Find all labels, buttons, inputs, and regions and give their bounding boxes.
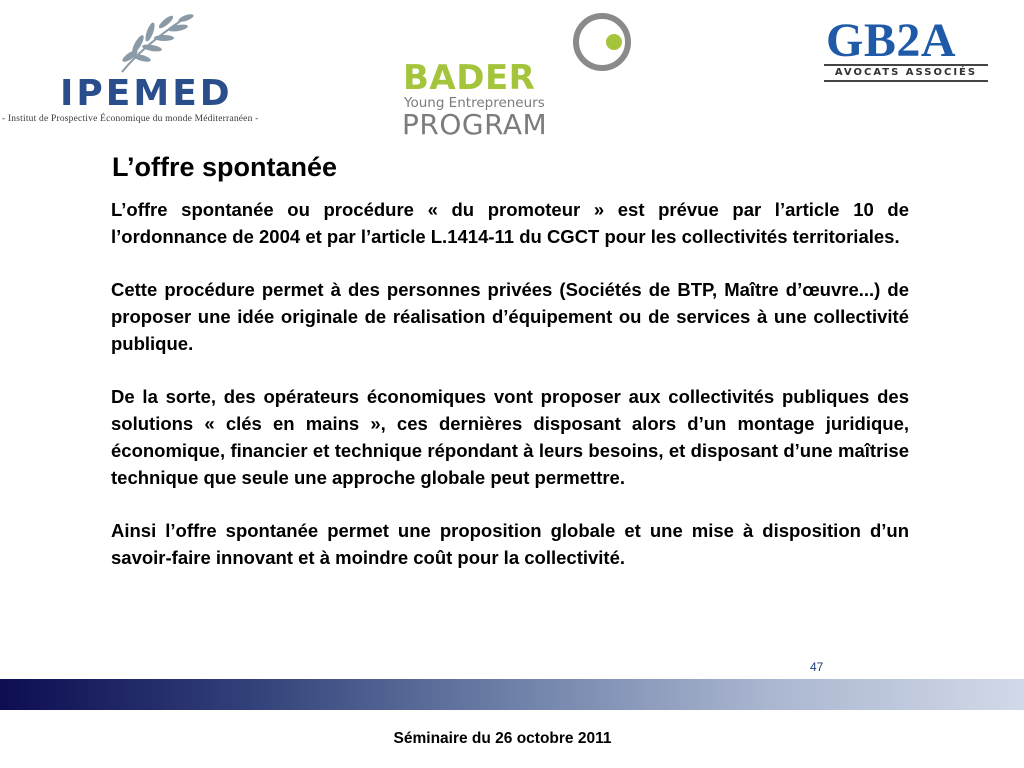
paragraph: De la sorte, des opérateurs économiques vont proposer aux collectivités publiques des solutions « clés en mains », ces dernières disposant alors d’un montage juridique, économique, financier et technique répondant à leurs besoins, et disposant d’une maîtrise technique que seule une approche globale peut permettre. xyxy=(111,386,909,488)
slide-title: L’offre spontanée xyxy=(112,152,338,182)
gb2a-wordmark: GB2A xyxy=(826,14,957,67)
bader-logo xyxy=(400,10,640,140)
paragraph: Cette procédure permet à des personnes privées (Sociétés de BTP, Maître d’œuvre...) de proposer une idée originale de réalisation d’équipement ou de services à une collectivité publique. xyxy=(111,279,909,354)
page-number: 47 xyxy=(810,660,824,674)
ipemed-logo xyxy=(0,8,310,124)
gb2a-subtitle: AVOCATS ASSOCIÉS xyxy=(824,64,988,82)
footer-gradient-bar xyxy=(0,679,1024,710)
olive-branch-icon xyxy=(112,12,202,74)
paragraph: L’offre spontanée ou procédure « du promoteur » est prévue par l’article 10 de l’ordonnance de 2004 et par l’article L.1414-11 du CGCT pour les collectivités territoriales. xyxy=(111,199,909,247)
bader-wordmark: BADER xyxy=(403,58,536,98)
ipemed-tagline: - Institut de Prospective Économique du monde Méditerranéen - xyxy=(2,114,259,124)
slide-body xyxy=(111,196,909,597)
paragraph: Ainsi l’offre spontanée permet une proposition globale et une mise à disposition d’un savoir-faire innovant et à moindre coût pour la collectivité. xyxy=(111,520,909,568)
ipemed-wordmark: IPEMED xyxy=(60,73,233,114)
ring-dot-icon xyxy=(570,10,634,74)
bader-program: PROGRAM xyxy=(402,108,548,141)
footer-text: Séminaire du 26 octobre 2011 xyxy=(393,730,612,747)
gb2a-logo xyxy=(824,14,992,84)
bader-subline: Young Entrepreneurs xyxy=(404,95,545,111)
